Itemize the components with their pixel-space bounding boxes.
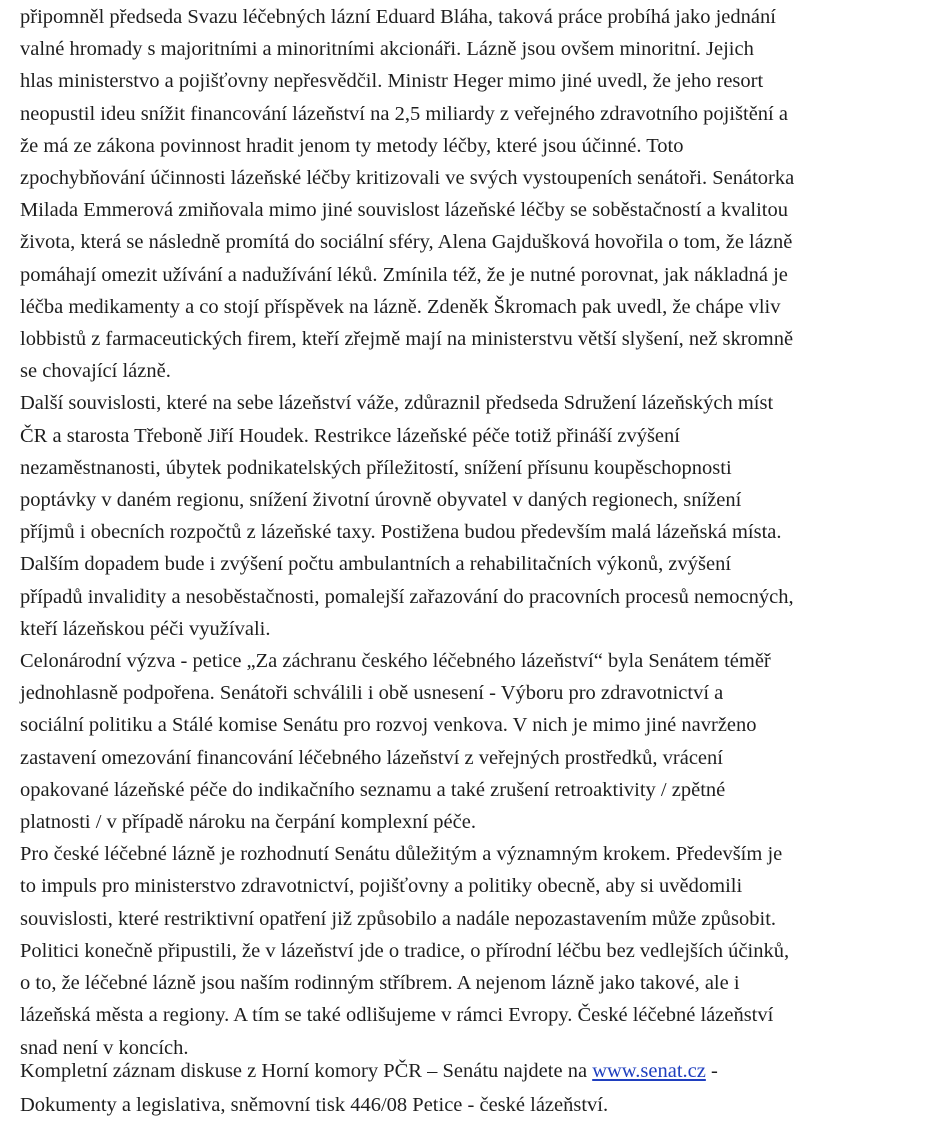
- text-line: Další souvislosti, které na sebe lázeňství váže, zdůraznil předseda Sdružení lázeňských míst: [20, 392, 774, 415]
- text-line: že má ze zákona povinnost hradit jenom ty metody léčby, které jsou účinné. Toto: [20, 134, 684, 157]
- footer-text-before-link: Kompletní záznam diskuse z Horní komory PČR – Senátu najdete na: [20, 1060, 593, 1082]
- text-line: sociální politiku a Stálé komise Senátu pro rozvoj venkova. V nich je mimo jiné navrženo: [20, 714, 757, 737]
- footer-text-after-link: -: [705, 1060, 718, 1082]
- footer-line-2: Dokumenty a legislativa, sněmovní tisk 446/08 Petice - české lázeňství.: [20, 1094, 609, 1116]
- text-line: života, která se následně promítá do sociální sféry, Alena Gajdušková hovořila o tom, že lázně: [20, 231, 793, 254]
- text-line: ČR a starosta Třeboně Jiří Houdek. Restrikce lázeňské péče totiž přináší zvýšení: [20, 424, 680, 447]
- text-line: Celonárodní výzva - petice „Za záchranu českého léčebného lázeňství“ byla Senátem téměř: [20, 650, 771, 673]
- document-page: [20, 0, 920, 1116]
- text-line: opakované lázeňské péče do indikačního seznamu a také zrušení retroaktivity / zpětné: [20, 778, 726, 801]
- text-line: hlas ministerstvo a pojišťovny nepřesvědčil. Ministr Heger mimo jiné uvedl, že jeho resort: [20, 70, 764, 93]
- text-line: zastavení omezování financování léčebného lázeňství z veřejných prostředků, vrácení: [20, 746, 723, 769]
- text-line: lobbistů z farmaceutických firem, kteří zřejmě mají na ministerstvu větší slyšení, než skromně: [20, 328, 794, 351]
- text-line: o to, že léčebné lázně jsou naším rodinným stříbrem. A nejenom lázně jako takové, ale i: [20, 972, 740, 995]
- text-line: jednohlasně podpořena. Senátoři schválili i obě usnesení - Výboru pro zdravotnictví a: [20, 682, 724, 705]
- text-line: nezaměstnanosti, úbytek podnikatelských příležitostí, snížení přísunu koupěschopnosti: [20, 456, 732, 479]
- text-line: lázeňská města a regiony. A tím se také odlišujeme v rámci Evropy. České léčebné lázeňství: [20, 1004, 774, 1027]
- text-line: platnosti / v případě nároku na čerpání komplexní péče.: [20, 811, 476, 834]
- text-line: poptávky v daném regionu, snížení životní úrovně obyvatel v daných regionech, snížení: [20, 489, 742, 512]
- text-line: valné hromady s majoritními a minoritními akcionáři. Lázně jsou ovšem minoritní. Jejich: [20, 38, 754, 61]
- text-line: snad není v koncích.: [20, 1036, 189, 1059]
- text-line: Dalším dopadem bude i zvýšení počtu ambulantních a rehabilitačních výkonů, zvýšení: [20, 553, 732, 576]
- text-line: připomněl předseda Svazu léčebných lázní Eduard Bláha, taková práce probíhá jako jednání: [20, 6, 776, 28]
- text-line: pomáhají omezit užívání a nadužívání léků. Zmínila též, že je nutné porovnat, jak nákladná je: [20, 263, 788, 286]
- text-line: to impuls pro ministerstvo zdravotnictví, pojišťovny a politiky obecně, aby si uvědomili: [20, 875, 743, 898]
- text-line: kteří lázeňskou péči využívali.: [20, 617, 271, 640]
- senat-link[interactable]: www.senat.cz: [592, 1060, 706, 1082]
- article-body: [20, 0, 920, 1064]
- document-footer: [20, 1054, 718, 1122]
- footer-line-1: [20, 1054, 718, 1088]
- text-line: se chovající lázně.: [20, 360, 171, 383]
- text-line: zpochybňování účinnosti lázeňské léčby kritizovali ve svých vystoupeních senátoři. Senátorka: [20, 167, 795, 190]
- text-line: neopustil ideu snížit financování lázeňství na 2,5 miliardy z veřejného zdravotního pojištění a: [20, 102, 788, 125]
- text-line: Pro české léčebné lázně je rozhodnutí Senátu důležitým a významným krokem. Především je: [20, 843, 783, 866]
- text-line: Milada Emmerová zmiňovala mimo jiné souvislost lázeňské léčby se soběstačností a kvalitou: [20, 199, 788, 222]
- text-line: Politici konečně připustili, že v lázeňství jde o tradice, o přírodní léčbu bez vedlejších účinků,: [20, 939, 790, 962]
- text-line: souvislosti, které restriktivní opatření již způsobilo a nadále nepozastavením může způsobit.: [20, 907, 777, 930]
- text-line: léčba medikamenty a co stojí příspěvek na lázně. Zdeněk Škromach pak uvedl, že chápe vliv: [20, 295, 781, 318]
- text-line: případů invalidity a nesoběstačnosti, pomalejší zařazování do pracovních procesů nemocných,: [20, 585, 794, 608]
- text-line: příjmů i obecních rozpočtů z lázeňské taxy. Postižena budou především malá lázeňská místa.: [20, 521, 782, 544]
